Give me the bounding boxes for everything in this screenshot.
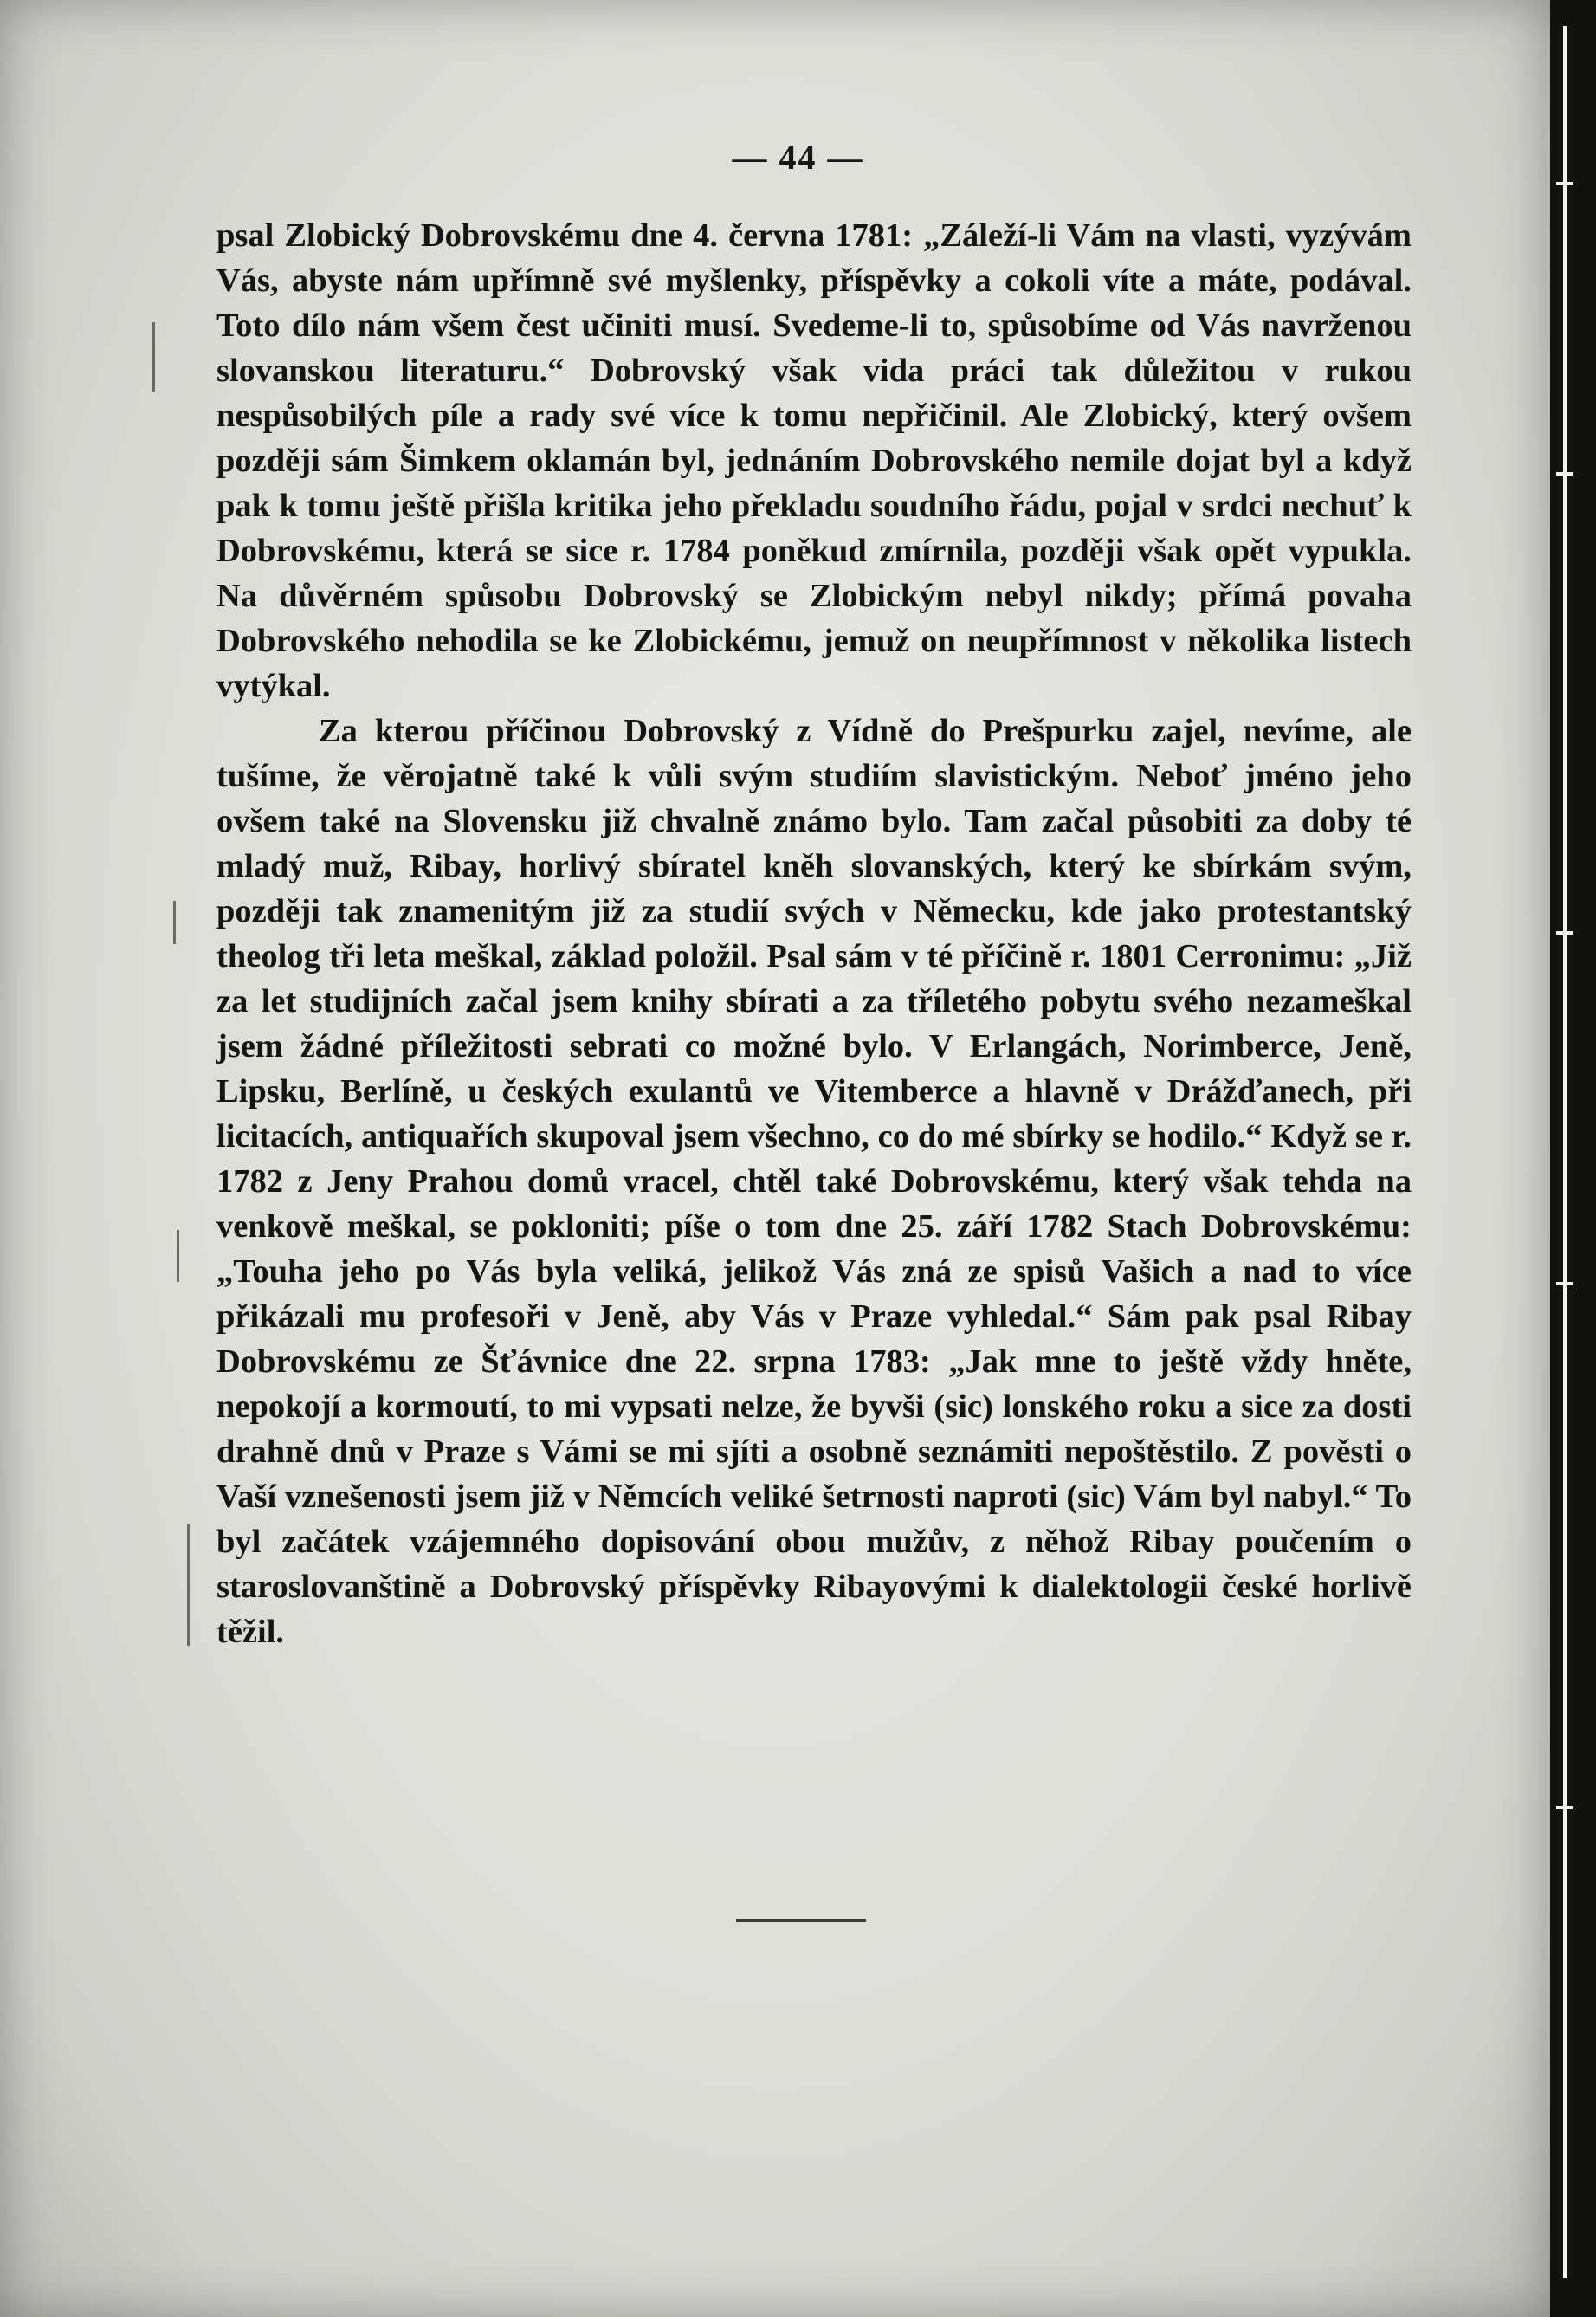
paragraph-1: psal Zlobický Dobrovskému dne 4. června 1781: „Záleží-li Vám na vlasti, vyzývám Vás, abyste nám upřímně své myšlenky, příspěvky a cokoli víte a máte, podával. Toto dílo nám všem čest učiniti musí. Svedeme-li to, spůsobíme od Vás navrženou slovanskou literaturu.“ Dobrovský však vida práci tak důležitou v rukou nespůsobilých píle a rady své více k tomu nepřičinil. Ale Zlobický, který ovšem později sám Šimkem oklamán byl, jednáním Dobrovského nemile dojat byl a když pak k tomu ještě přišla kritika jeho překladu soudního řádu, pojal v srdci nechuť k Dobrovskému, která se sice r. 1784 poněkud zmírnila, později však opět vypukla. Na důvěrném spůsobu Dobrovský se Zlobickým nebyl nikdy; přímá povaha Dobrovského nehodila se ke Zlobickému, jemuž on neupřímnost v několika listech vytýkal. (216, 217, 1412, 704)
scan-edge-tick (1556, 182, 1573, 185)
scan-edge-tick (1556, 1806, 1573, 1809)
margin-mark (173, 901, 176, 944)
scan-edge-tick (1556, 472, 1573, 476)
page-number: — 44 — (732, 138, 864, 177)
footer-rule (736, 1919, 866, 1922)
scan-edge (1550, 0, 1596, 2317)
scan-edge-tick (1556, 931, 1573, 935)
body-text (216, 213, 1412, 1654)
margin-mark (152, 322, 155, 392)
scan-edge-line (1563, 26, 1567, 2278)
margin-mark (187, 1524, 190, 1646)
paragraph-2: Za kterou příčinou Dobrovský z Vídně do Prešpurku zajel, nevíme, ale tušíme, že věrojatně také k vůli svým studiím slavistickým. Neboť jméno jeho ovšem také na Slovensku již chvalně známo bylo. Tam začal působiti za doby té mladý muž, Ribay, horlivý sbíratel kněh slovanských, který ke sbírkám svým, později tak znamenitým již za studií svých v Německu, kde jako protestantský theolog tři leta meškal, základ položil. Psal sám v té příčině r. 1801 Cerronimu: „Již za let studijních začal jsem knihy sbírati a za tříletého pobytu svého nezameškal jsem žádné příležitosti sebrati co možné bylo. V Erlangách, Norimberce, Jeně, Lipsku, Berlíně, u českých exulantů ve Vitemberce a hlavně v Drážďanech, při licitacích, antiquařích skupoval jsem všechno, co do mé sbírky se hodilo.“ Když se r. 1782 z Jeny Prahou domů vracel, chtěl také Dobrovskému, který však tehda na venkově meškal, se pokloniti; píše o tom dne 25. září 1782 Stach Dobrovskému: „Touha jeho po Vás byla veliká, jelikož Vás zná ze spisů Vašich a nad to více přikázali mu profesoři v Jeně, aby Vás v Praze vyhledal.“ Sám pak psal Ribay Dobrovskému ze Šťávnice dne 22. srpna 1783: „Jak mne to ještě vždy hněte, nepokojí a kormoutí, to mi vypsati nelze, že byvši (sic) lonského roku a sice za dosti drahně dnů v Praze s Vámi se mi sjíti a osobně seznámiti nepoštěstilo. Z pověsti o Vaší vznešenosti jsem již v Němcích veliké šetrnosti naproti (sic) Vám byl nabyl.“ To byl začátek vzájemného dopisování obou mužův, z něhož Ribay poučením o staroslovanštině a Dobrovský příspěvky Ribayovými k dialektologii české horlivě těžil. (216, 713, 1412, 1650)
scan-edge-tick (1556, 1282, 1573, 1285)
margin-mark (177, 1230, 179, 1282)
